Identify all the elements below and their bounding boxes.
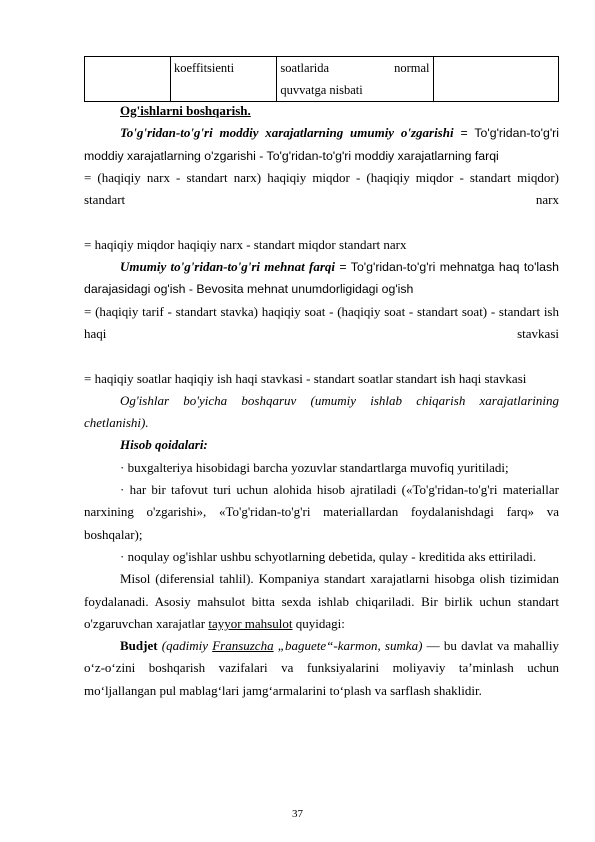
table-cell-text: normal bbox=[394, 61, 430, 75]
etymology: „baguete“-karmon, sumka) bbox=[273, 638, 423, 654]
link-finished-product[interactable]: tayyor mahsulot bbox=[208, 615, 293, 631]
term: To'g'ridan-to'g'ri moddiy xarajatlarning umumiy o'zgarishi bbox=[120, 125, 454, 141]
definition: = To'g'ridan-to'g'ri mehnatga haq to'lash darajasidagi og'ish - Bevosita mehnat unumdorligidagi og'ish bbox=[84, 260, 559, 297]
definition: — bu davlat va mahalliy oʻz-oʻzini boshqarish vazifalari va funksiyalarini moliyaviy taʼminlash uchun moʻljallangan pul mablagʻlari jamgʻarmalarini toʻplash va sarflash shaklidir. bbox=[84, 638, 559, 698]
list-item bbox=[84, 479, 559, 546]
link-french[interactable]: Fransuzcha bbox=[212, 638, 274, 654]
paragraph bbox=[84, 122, 559, 167]
paragraph-italic: Og'ishlar bo'yicha boshqaruv (umumiy ishlab chiqarish xarajatlarining chetlanishi). bbox=[84, 392, 559, 431]
table-cell: koeffitsienti bbox=[170, 57, 276, 102]
table-cell-text: soatlarida bbox=[280, 61, 330, 75]
term: Umumiy to'g'ridan-to'g'ri mehnat farqi bbox=[120, 259, 335, 275]
bullet-icon: · bbox=[120, 548, 125, 564]
table-fragment bbox=[84, 56, 559, 102]
paragraph bbox=[84, 568, 559, 635]
table-cell-empty bbox=[85, 57, 171, 102]
table-cell-text: quvvatga nisbati bbox=[280, 83, 363, 97]
section-heading: Og'ishlarni boshqarish. bbox=[120, 103, 251, 118]
list-item-text: noqulay og'ishlar ushbu schyotlarning debetida, qulay - kreditida aks ettiriladi. bbox=[127, 548, 537, 564]
page-number: 37 bbox=[292, 808, 303, 820]
list-item-text: buxgalteriya hisobidagi barcha yozuvlar standartlarga muvofiq yuritiladi; bbox=[127, 459, 509, 475]
table-row bbox=[85, 57, 559, 102]
formula: = haqiqiy soatlar haqiqiy ish haqi stavkasi - standart soatlar standart ish haqi stavkasi bbox=[84, 370, 527, 386]
document-body bbox=[84, 100, 559, 702]
list-item bbox=[84, 457, 559, 479]
formula: = (haqiqiy narx - standart narx) haqiqiy miqdor - (haqiqiy miqdor - standart miqdor) standart narx bbox=[84, 169, 559, 208]
paragraph bbox=[84, 635, 559, 702]
formula: = haqiqiy miqdor haqiqiy narx - standart miqdor standart narx bbox=[84, 236, 407, 252]
term: Budjet bbox=[120, 638, 158, 654]
bullet-icon: · bbox=[120, 482, 125, 498]
example-end: quyidagi: bbox=[292, 615, 345, 631]
table-cell-empty bbox=[433, 57, 558, 102]
formula: = (haqiqiy tarif - standart stavka) haqiqiy soat - (haqiqiy soat - standart soat) - standart ish haqi stavkasi bbox=[84, 303, 559, 341]
table-cell bbox=[277, 57, 433, 102]
rules-heading: Hisob qoidalari: bbox=[120, 437, 208, 453]
list-item bbox=[84, 546, 559, 568]
etymology: (qadimiy bbox=[157, 638, 213, 654]
example-text: Misol (diferensial tahlil). Kompaniya standart xarajatlarni hisobga olish tizimidan foydalanadi. Asosiy mahsulot bitta sexda ishlab chiqariladi. Bir birlik uchun standart o'zgaruvchan xarajatlar bbox=[84, 571, 559, 631]
bullet-icon: · bbox=[120, 459, 125, 475]
definition: = To'g'ridan-to'g'ri moddiy xarajatlarning o'zgarishi - To'g'ridan-to'g'ri moddiy xarajatlarning farqi bbox=[84, 126, 559, 163]
list-item-text: har bir tafovut turi uchun alohida hisob ajratiladi («To'g'ridan-to'g'ri materiallar narxining o'zgarishi», «To'g'ridan-to'g'ri materiallardan foydalanishdagi farq» va boshqalar); bbox=[84, 482, 560, 542]
paragraph bbox=[84, 256, 559, 301]
